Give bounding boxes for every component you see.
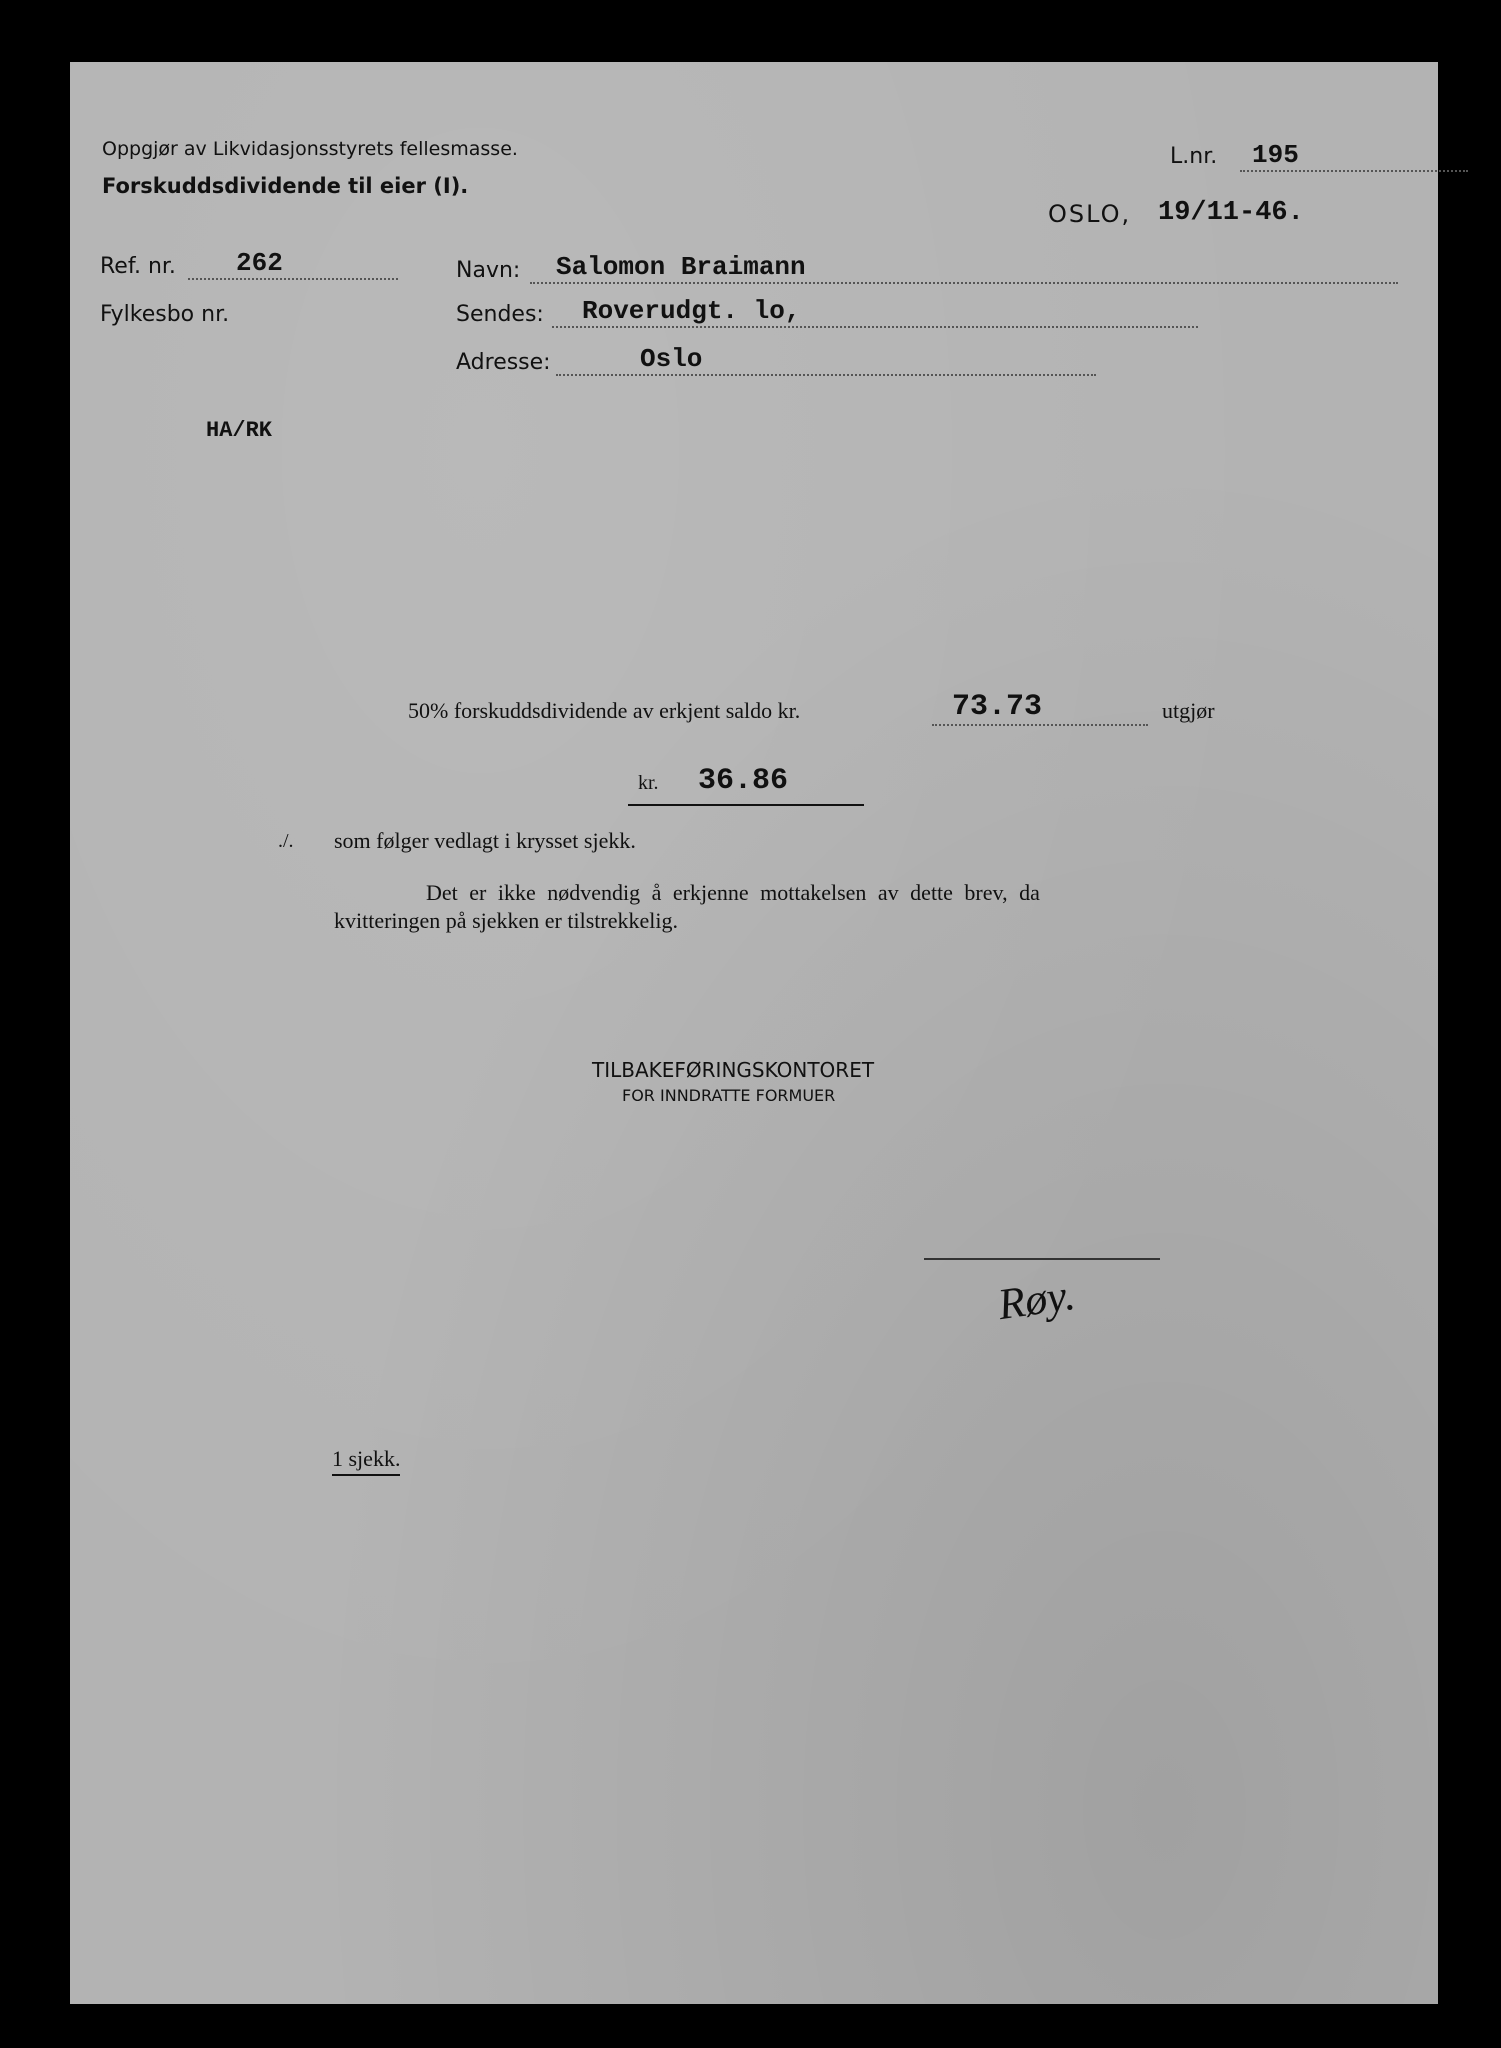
navn-label: Navn:: [456, 258, 521, 283]
enclosure-text: som følger vedlagt i krysset sjekk.: [334, 828, 636, 853]
kr-label: kr.: [638, 772, 659, 794]
paragraph-line2: kvitteringen på sjekken er tilstrekkelig.: [334, 908, 678, 933]
utgjor-text: utgjør: [1162, 698, 1215, 723]
date-value: 19/11-46.: [1158, 198, 1304, 228]
fylkesbo-label: Fylkesbo nr.: [100, 302, 230, 327]
document-sheet: [70, 62, 1438, 2004]
lnr-label: L.nr.: [1170, 144, 1218, 169]
place-label: OSLO,: [1048, 200, 1132, 228]
adresse-value: Oslo: [556, 344, 1096, 376]
signature: Røy.: [994, 1269, 1079, 1330]
sendes-label: Sendes:: [456, 302, 544, 327]
navn-value: Salomon Braimann: [530, 252, 1398, 284]
sendes-value: Roverudgt. lo,: [552, 296, 1198, 328]
lnr-value: 195: [1240, 140, 1468, 172]
saldo-value: 73.73: [932, 690, 1148, 726]
ref-value: 262: [188, 248, 398, 280]
amount-underline: [628, 764, 864, 806]
enclosure-mark: ./.: [278, 830, 294, 852]
header-line2: Forskuddsdividende til eier (I).: [102, 174, 469, 198]
adresse-label: Adresse:: [456, 350, 551, 375]
ref-label: Ref. nr.: [100, 254, 176, 279]
paragraph-line1: Det er ikke nødvendig å erkjenne mottakelsen av dette brev, da: [426, 880, 1040, 905]
amount-value: 36.86: [698, 764, 789, 798]
signature-line: [924, 1258, 1160, 1260]
attachment-note: 1 sjekk.: [332, 1446, 400, 1476]
initials: HA/RK: [206, 418, 273, 443]
office-line2: FOR INNDRATTE FORMUER: [622, 1086, 836, 1105]
header-line1: Oppgjør av Likvidasjonsstyrets fellesmasse.: [102, 138, 518, 160]
office-line1: TILBAKEFØRINGSKONTORET: [592, 1058, 875, 1082]
dividend-text: 50% forskuddsdividende av erkjent saldo kr.: [408, 698, 801, 723]
